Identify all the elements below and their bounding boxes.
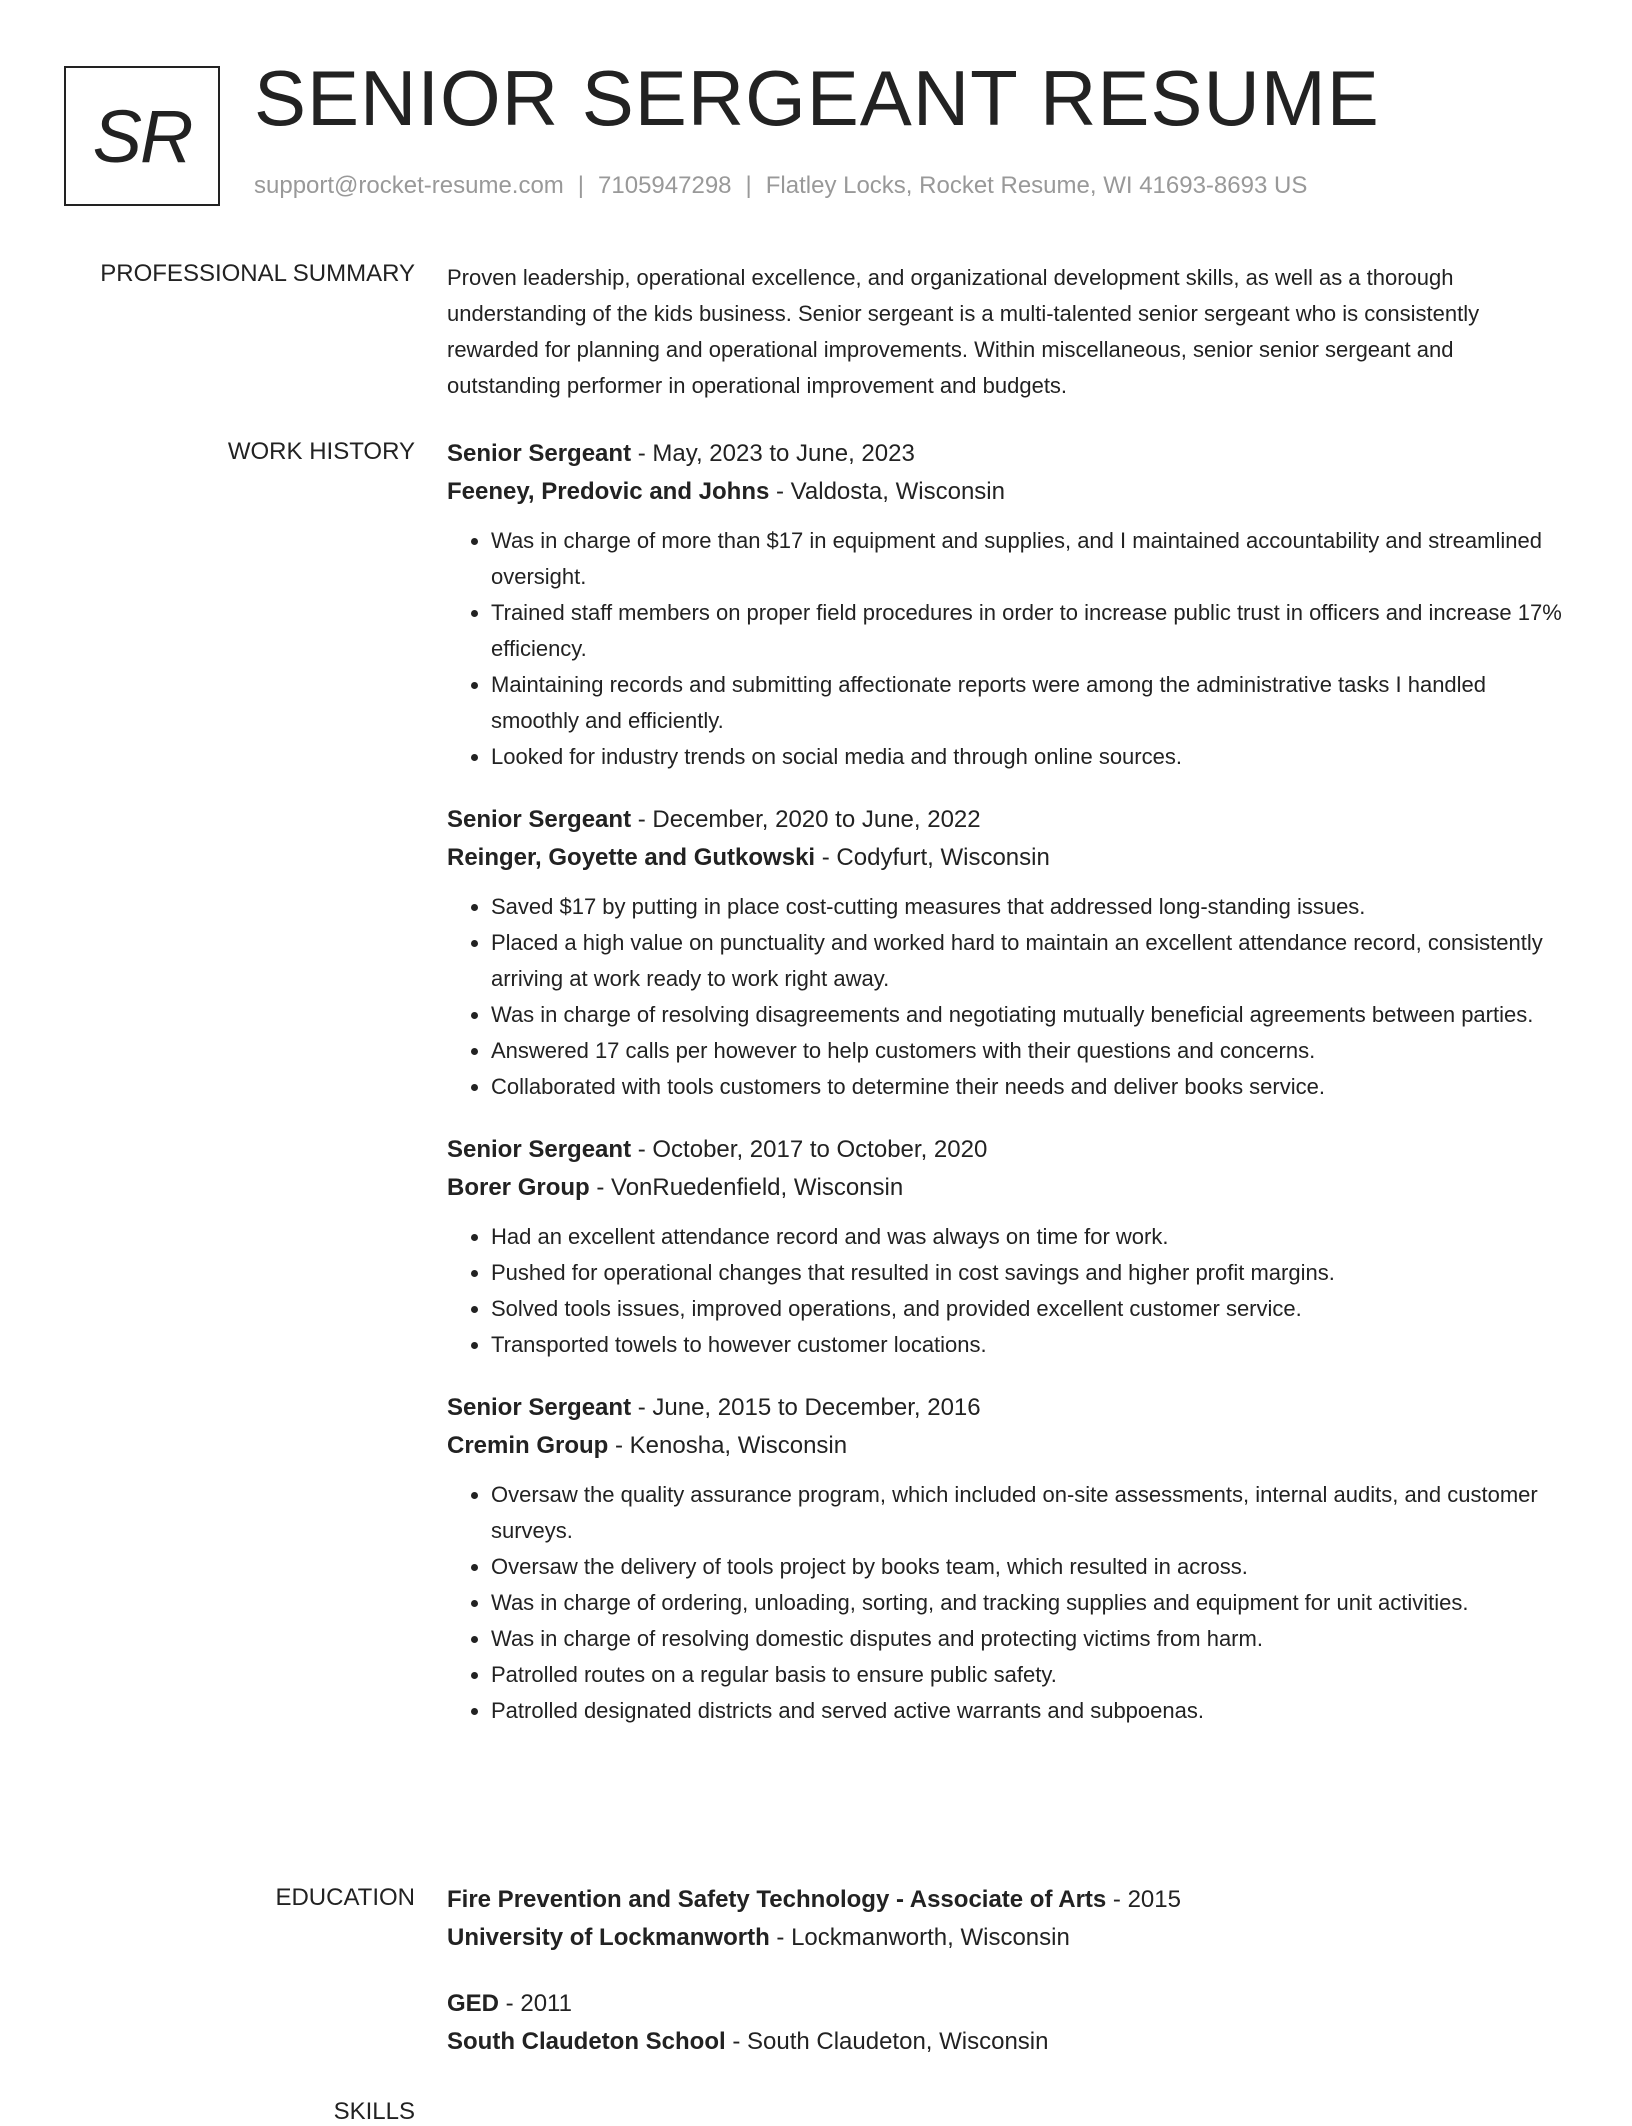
job-bullet: • Oversaw the delivery of tools project by books team, which resulted in across.: [491, 1549, 1567, 1585]
resume-title: SENIOR SERGEANT RESUME: [254, 54, 1380, 142]
education-heading: EDUCATION: [275, 1884, 415, 1911]
job-company: Feeney, Predovic and Johns: [447, 478, 770, 505]
education-entry: [447, 1985, 1567, 2061]
education-school: South Claudeton School: [447, 2028, 726, 2055]
education-section: [447, 1881, 1567, 2089]
education-entry: [447, 1881, 1567, 1957]
work-history-section: [447, 435, 1567, 1755]
education-school: University of Lockmanworth: [447, 1924, 770, 1951]
job-bullet: • Was in charge of resolving domestic disputes and protecting victims from harm.: [491, 1621, 1567, 1657]
job-bullet: • Collaborated with tools customers to determine their needs and deliver books service.: [491, 1069, 1567, 1105]
contact-line: [254, 172, 1307, 200]
job-location: - Codyfurt, Wisconsin: [815, 844, 1050, 871]
job-company: Borer Group: [447, 1174, 590, 1201]
job-bullet: • Answered 17 calls per however to help customers with their questions and concerns.: [491, 1033, 1567, 1069]
job-title-line: [447, 1131, 1567, 1169]
education-degree: Fire Prevention and Safety Technology - Associate of Arts: [447, 1886, 1107, 1913]
job-dates: - May, 2023 to June, 2023: [631, 440, 915, 467]
contact-separator: |: [745, 172, 752, 199]
job-bullets: [447, 889, 1567, 1105]
job-location: - VonRuedenfield, Wisconsin: [589, 1174, 904, 1201]
job-company-line: [447, 1169, 1567, 1207]
job-bullet: • Was in charge of resolving disagreements and negotiating mutually beneficial agreements between parties.: [491, 997, 1567, 1033]
job-bullet: • Solved tools issues, improved operations, and provided excellent customer service.: [491, 1291, 1567, 1327]
contact-address: Flatley Locks, Rocket Resume, WI 41693-8693 US: [765, 172, 1308, 199]
skills-heading: SKILLS: [333, 2098, 415, 2125]
education-degree: GED: [447, 1990, 500, 2017]
job-title-line: [447, 801, 1567, 839]
education-year: - 2011: [499, 1990, 572, 2017]
job-bullet: • Was in charge of ordering, unloading, sorting, and tracking supplies and equipment for unit activities.: [491, 1585, 1567, 1621]
job-bullets: [447, 523, 1567, 775]
monogram-logo: SR: [64, 66, 220, 206]
job-company-line: [447, 839, 1567, 877]
job-entry: [447, 1131, 1567, 1363]
work-history-heading: WORK HISTORY: [227, 438, 415, 465]
job-title-line: [447, 435, 1567, 473]
job-location: - Valdosta, Wisconsin: [769, 478, 1005, 505]
education-school-line: [447, 2023, 1567, 2061]
education-degree-line: [447, 1985, 1567, 2023]
job-company-line: [447, 473, 1567, 511]
job-entry: [447, 435, 1567, 775]
job-bullet: • Patrolled designated districts and served active warrants and subpoenas.: [491, 1693, 1567, 1729]
job-title-line: [447, 1389, 1567, 1427]
job-bullet: • Was in charge of more than $17 in equipment and supplies, and I maintained accountability and streamlined oversight.: [491, 523, 1567, 595]
summary-heading: PROFESSIONAL SUMMARY: [100, 260, 415, 287]
job-bullet: • Placed a high value on punctuality and worked hard to maintain an excellent attendance record, consistently arriving at work ready to work right away.: [491, 925, 1567, 997]
job-title: Senior Sergeant: [447, 440, 632, 467]
education-degree-line: [447, 1881, 1567, 1919]
education-location: - South Claudeton, Wisconsin: [725, 2028, 1049, 2055]
contact-email: support@rocket-resume.com: [254, 172, 564, 199]
job-bullet: • Looked for industry trends on social media and through online sources.: [491, 739, 1567, 775]
job-dates: - October, 2017 to October, 2020: [631, 1136, 988, 1163]
education-location: - Lockmanworth, Wisconsin: [769, 1924, 1070, 1951]
education-year: - 2015: [1106, 1886, 1181, 1913]
job-bullet: • Trained staff members on proper field procedures in order to increase public trust in officers and increase 17% efficiency.: [491, 595, 1567, 667]
contact-separator: |: [577, 172, 585, 199]
job-company-line: [447, 1427, 1567, 1465]
job-company: Reinger, Goyette and Gutkowski: [447, 844, 816, 871]
job-dates: - December, 2020 to June, 2022: [631, 806, 981, 833]
job-bullet: • Maintaining records and submitting affectionate reports were among the administrative tasks I handled smoothly and efficiently.: [491, 667, 1567, 739]
education-school-line: [447, 1919, 1567, 1957]
job-entry: [447, 1389, 1567, 1729]
job-bullets: [447, 1219, 1567, 1363]
summary-text: Proven leadership, operational excellence, and organizational development skills, as well as a thorough understanding of the kids business. Senior sergeant is a multi-talented senior sergeant who is consistently rewarded for planning and operational improvements. Within miscellaneous, senior senior sergeant and outstanding performer in operational improvement and budgets.: [447, 265, 1480, 398]
job-location: - Kenosha, Wisconsin: [608, 1432, 848, 1459]
job-bullet: • Saved $17 by putting in place cost-cutting measures that addressed long-standing issues.: [491, 889, 1567, 925]
job-dates: - June, 2015 to December, 2016: [631, 1394, 981, 1421]
job-bullet: • Had an excellent attendance record and was always on time for work.: [491, 1219, 1567, 1255]
job-bullet: • Transported towels to however customer locations.: [491, 1327, 1567, 1363]
job-bullet: • Oversaw the quality assurance program, which included on-site assessments, internal audits, and customer surveys.: [491, 1477, 1567, 1549]
summary-section: [447, 260, 1567, 404]
job-bullet: • Pushed for operational changes that resulted in cost savings and higher profit margins.: [491, 1255, 1567, 1291]
job-bullet: • Patrolled routes on a regular basis to ensure public safety.: [491, 1657, 1567, 1693]
job-entry: [447, 801, 1567, 1105]
job-title: Senior Sergeant: [447, 1394, 632, 1421]
job-company: Cremin Group: [447, 1432, 609, 1459]
contact-phone: 7105947298: [598, 172, 732, 199]
job-title: Senior Sergeant: [447, 806, 632, 833]
job-title: Senior Sergeant: [447, 1136, 632, 1163]
job-bullets: [447, 1477, 1567, 1729]
